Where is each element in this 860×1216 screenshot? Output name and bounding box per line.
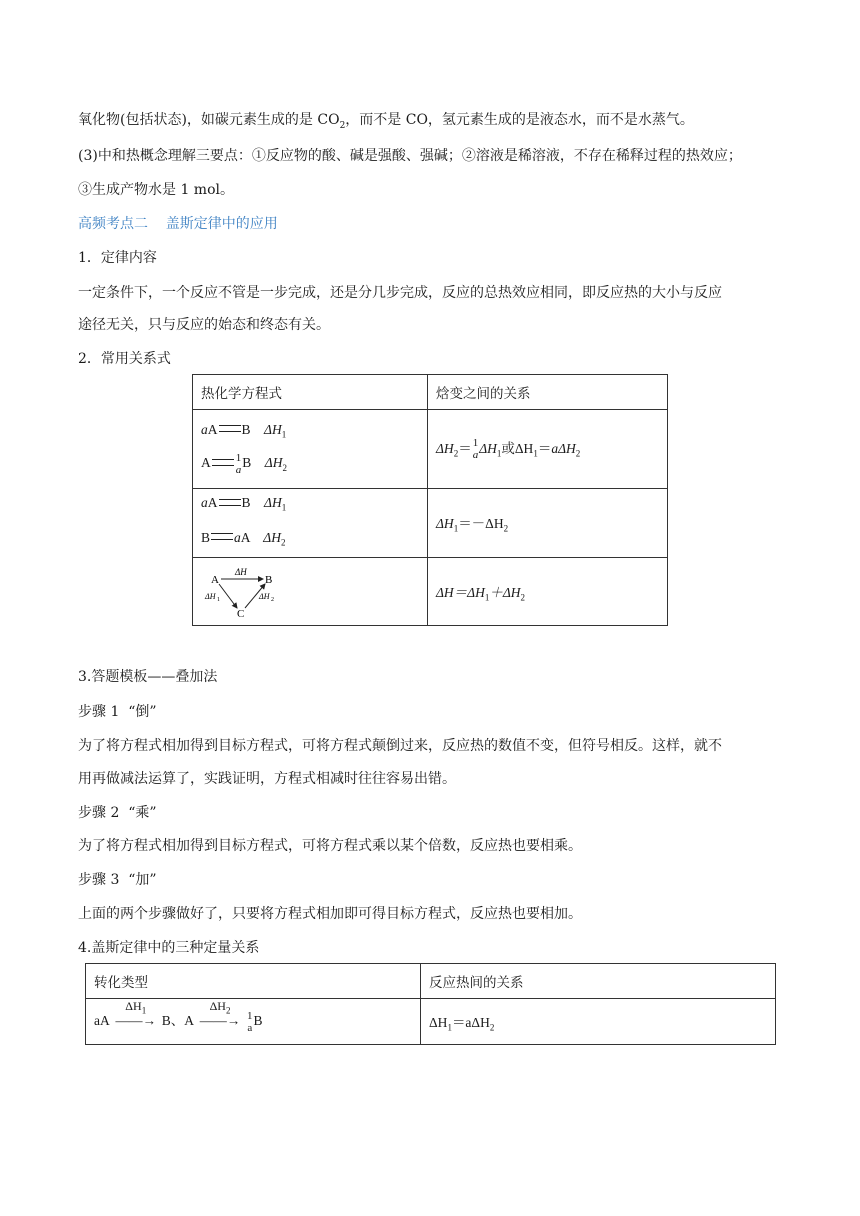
paragraph-oxide: 氧化物(包括状态)，如碳元素生成的是 $CO_2$，而不是 CO，氢元素生成的是液态水，而不是水蒸气。	[78, 112, 694, 131]
hess-triangle-diagram	[201, 562, 291, 622]
step1-body-line2: 用再做减法运算了，实践证明，方程式相减时往往容易出错。	[78, 771, 456, 787]
table-header-row	[193, 375, 668, 410]
paragraph-neutralization: (3)中和热概念理解三要点：①反应物的酸、碱是强酸、强碱；②溶液是稀溶液，不存在稀释过程的热效应；	[78, 148, 742, 164]
step1-title: 步骤 1 “倒”	[78, 704, 157, 720]
sec1-body-line2: 途径无关，只与反应的始态和终态有关。	[78, 317, 330, 333]
sec2-title: 2．常用关系式	[78, 351, 171, 367]
step2-body: 为了将方程式相加得到目标方程式，可将方程式乘以某个倍数，反应热也要相乘。	[78, 838, 582, 854]
arrow-a-to-c	[219, 584, 237, 608]
arrow-dh1: $\Delta H_1$ ——→	[115, 999, 156, 1029]
table-row	[86, 999, 776, 1045]
sec1-body-line1: 一定条件下，一个反应不管是一步完成，还是分几步完成，反应的总热效应相同，即反应热的大小与反应	[78, 285, 722, 301]
label-dh1-sub: 1	[217, 596, 220, 603]
table-header-row	[86, 964, 776, 999]
relation-cell: $\Delta H_1=-\Delta H_2$	[428, 489, 668, 558]
sec1-title: 1．定律内容	[78, 250, 157, 266]
table-header: 转化类型	[86, 964, 421, 999]
relation-table	[192, 374, 668, 626]
sec4-title: 4.盖斯定律中的三种定量关系	[78, 940, 260, 956]
equation-cell: aA B $\Delta H_1$ A 1 a B $\Delta H_2$	[193, 410, 428, 489]
equation-cell: aA B $\Delta H_1$ B aA $\Delta H_2$	[193, 489, 428, 558]
label-dh: ΔH	[235, 566, 247, 577]
sec3-title: 3.答题模板——叠加法	[78, 669, 218, 685]
relation-cell: $\Delta H_1=a\Delta H_2$	[421, 999, 776, 1045]
relation-cell: $\Delta H_2=$ 1 a $\Delta H_1$或$\Delta H_1=a\Delta H_2$	[428, 410, 668, 489]
label-dh2-sub: 2	[271, 596, 274, 603]
step2-title: 步骤 2 “乘”	[78, 805, 157, 821]
node-a: A	[211, 573, 219, 586]
step3-title: 步骤 3 “加”	[78, 872, 157, 888]
label-dh1: ΔH	[205, 591, 216, 601]
node-c: C	[237, 607, 245, 620]
table-header: 反应热间的关系	[421, 964, 776, 999]
section-heading: 高频考点二 盖斯定律中的应用	[78, 216, 278, 232]
step3-body: 上面的两个步骤做好了，只要将方程式相加即可得目标方程式，反应热也要相加。	[78, 906, 582, 922]
conversion-cell: aA $\Delta H_1$ ——→ B、A $\Delta H_2$ ——→ 1 a B	[86, 999, 421, 1045]
table-row	[193, 410, 668, 489]
table-row	[193, 489, 668, 558]
node-b: B	[265, 573, 273, 586]
paragraph-water-1mol: ③生成产物水是 1 mol。	[78, 182, 234, 198]
table-row	[193, 558, 668, 626]
step1-body-line1: 为了将方程式相加得到目标方程式，可将方程式颠倒过来，反应热的数值不变，但符号相反。这样，就不	[78, 738, 722, 754]
table-header: 焓变之间的关系	[428, 375, 668, 410]
quantitative-relation-table	[85, 963, 776, 1045]
arrow-dh2: $\Delta H_2$ ——→	[199, 999, 241, 1029]
triangle-diagram-cell	[193, 558, 428, 626]
relation-cell: $\Delta H=\Delta H_1+\Delta H_2$	[428, 558, 668, 626]
label-dh2: ΔH	[259, 591, 270, 601]
table-header: 热化学方程式	[193, 375, 428, 410]
